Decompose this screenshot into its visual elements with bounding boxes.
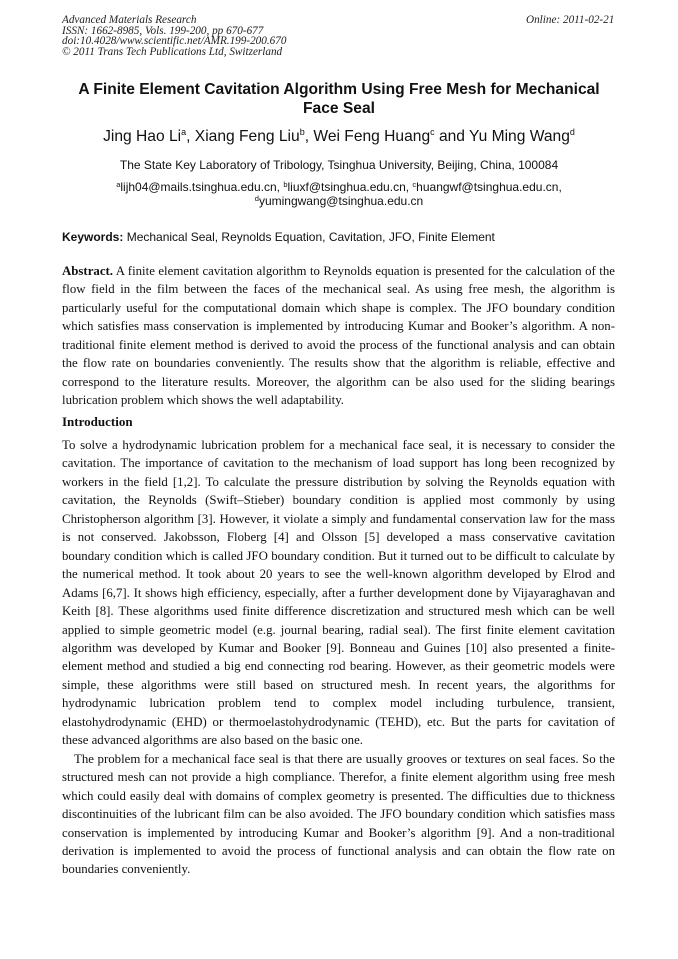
keywords-text: Mechanical Seal, Reynolds Equation, Cavitation, JFO, Finite Element [126,230,495,244]
abstract-text: A finite element cavitation algorithm to Reynolds equation is presented for the calculation of the flow field in the film between the faces of the mechanical seal. As using free mesh, the algorithm is particularly useful for the computational domain which shape is complex. The JFO boundary condition which satisfies mass conservation is implemented by introducing Kumar and Booker’s algorithm. A non-traditional finite element method is derived to avoid the process of the functional analysis and can obtain the flow rate on boundaries conveniently. The results show that the algorithm is reliable, effective and correspond to the literature results. Moreover, the algorithm can be also used for the sliding bearings lubrication problem which shows the well adaptability. [62,264,615,408]
email-mark: a [116,180,121,189]
author-affil-mark: c [430,127,435,137]
abstract-label: Abstract. [62,264,114,278]
keywords [62,230,616,245]
email-mark: b [283,180,288,189]
email-entry [255,194,423,208]
email-address[interactable]: lijh04@mails.tsinghua.edu.cn [120,180,277,194]
email-entry [412,180,561,194]
issn-line: ISSN: 1662-8985, Vols. 199-200, pp 670-677 [62,24,264,37]
online-date: Online: 2011-02-21 [526,14,615,26]
author [469,128,575,145]
author-name: Jing Hao Li [103,128,182,145]
journal-name: Advanced Materials Research [62,14,197,26]
journal-header [62,15,286,57]
author-affil-mark: d [569,127,575,137]
email-mark: c [412,180,417,189]
author-separator: , [304,128,314,145]
introduction-body [62,436,615,879]
email-address[interactable]: huangwf@tsinghua.edu.cn [416,180,559,194]
abstract [62,262,615,410]
author-separator: and [434,128,470,145]
section-heading-introduction: Introduction [62,414,133,429]
email-entry [283,180,412,194]
doi-line: doi:10.4028/www.scientific.net/AMR.199-200.670 [62,35,287,48]
author [195,128,314,145]
paper-title: A Finite Element Cavitation Algorithm Using Free Mesh for Mechanical Face Seal [78,81,600,117]
email-address[interactable]: yumingwang@tsinghua.edu.cn [258,194,424,208]
email-address[interactable]: liuxf@tsinghua.edu.cn [287,180,406,194]
copyright-line: © 2011 Trans Tech Publications Ltd, Switzerland [62,45,283,58]
email-separator: , [405,180,413,194]
author-affil-mark: b [299,127,305,137]
email-separator: , [558,180,562,194]
email-entry [116,180,283,194]
paragraph: The problem for a mechanical face seal is that there are usually grooves or textures on seal faces. So the structured mesh can not provide a high compliance. Therefor, a finite element algorithm using free mesh which could easily deal with domains of complex geometry is presented. The difficulties due to thickness discontinuities of the lubricant film can be also avoided. The JFO boundary condition which satisfies mass conservation is implemented by introducing Kumar and Booker’s algorithm [9]. And a non-traditional derivation is implemented to avoid the process of functional analysis and can obtain the flow rate on boundaries conveniently. [62,751,615,877]
author-name: Yu Ming Wang [469,128,570,145]
author-list [62,127,616,147]
email-separator: , [276,180,284,194]
author [103,128,195,145]
affiliation: The State Key Laboratory of Tribology, Tsinghua University, Beijing, China, 100084 [119,158,559,172]
author-name: Wei Feng Huang [313,128,431,145]
email-list [62,180,616,208]
paragraph: To solve a hydrodynamic lubrication problem for a mechanical face seal, it is necessary to consider the cavitation. The importance of cavitation to the mechanism of load support has long been recognized by workers in the field [1,2]. To calculate the pressure distribution by solving the Reynolds equation with cavitation, the Reynolds (Swift–Stieber) boundary condition is applied most commonly by using Christopherson algorithm [3]. However, it violate a simply and fundamental conservation law for the mass is not conserved. Jakobsson, Floberg [4] and Olsson [5] developed a mass conservative cavitation boundary condition which is called JFO boundary condition. But it turned out to be difficult to calculate by the numerical method. It took about 20 years to see the well-known algorithm developed by Elrod and Adams [6,7]. It shows high efficiency, especially, after a further development done by Vijayaraghavan and Keith [8]. These algorithms used finite difference discretization and structured mesh which can be well applied to simple geometric model (e.g. journal bearing, radial seal). The first finite element cavitation algorithm was developed by Kumar and Booker [9]. Bonneau and Guines [10] also presented a finite-element method and studied a big end connecting rod bearing. However, as their geometric models were simple, these algorithms were still based on structured mesh. In recent years, the algorithms for hydrodynamic lubrication problem tend to complex model including turbulence, transient, elastohydrodynamic (EHD) or thermoelastohydrodynamic (TEHD), etc. But the parts for cavitation of these advanced algorithms are also based on the basic one. [62,438,615,748]
author [313,128,469,145]
email-mark: d [254,194,259,203]
author-name: Xiang Feng Liu [194,128,300,145]
author-affil-mark: a [181,127,187,137]
keywords-label: Keywords: [62,230,124,244]
author-separator: , [186,128,195,145]
